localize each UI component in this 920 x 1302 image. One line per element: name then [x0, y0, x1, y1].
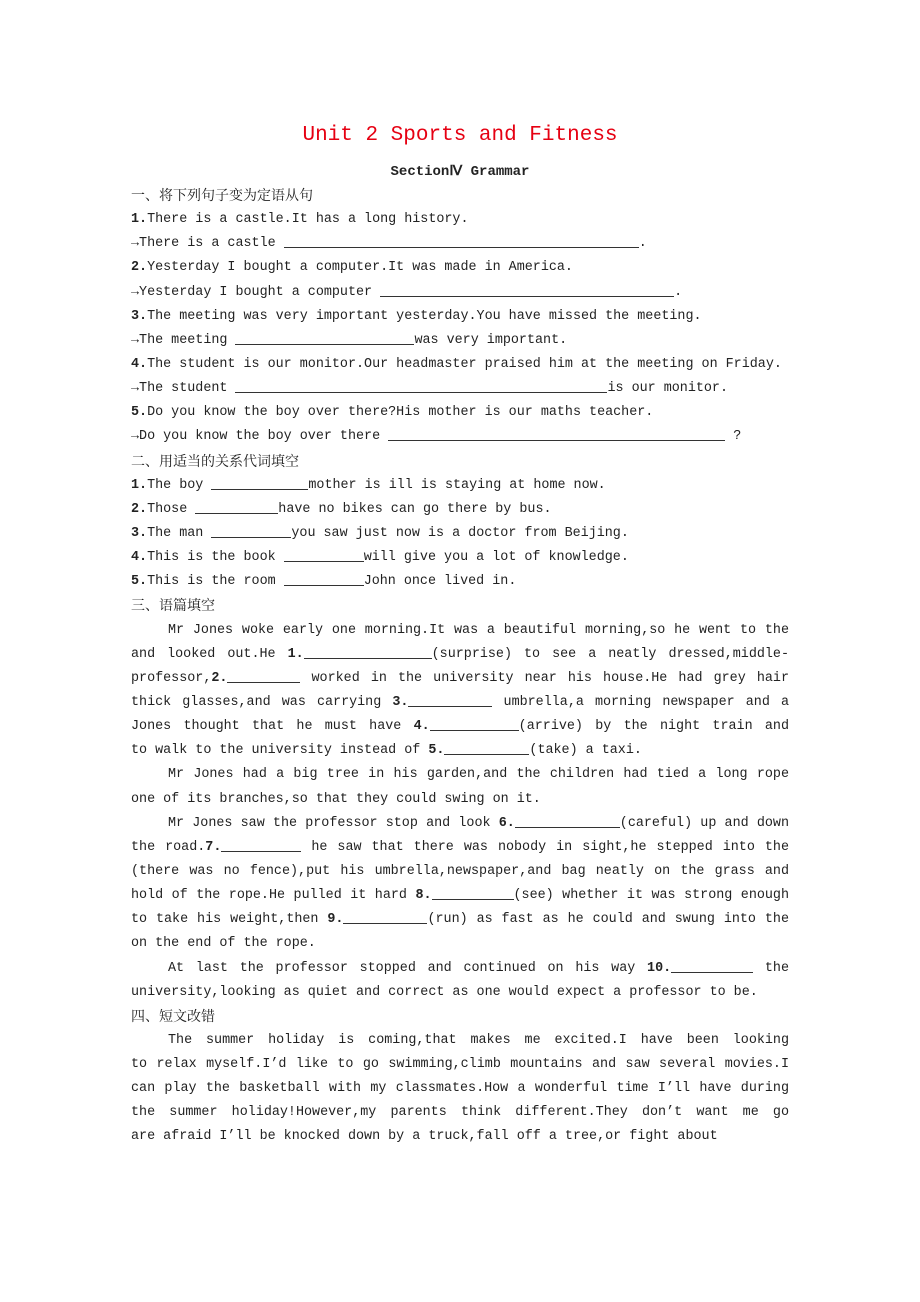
- section-heading: 四、短文改错: [131, 1008, 215, 1025]
- exercise-line: [131, 570, 789, 594]
- line-text: (see) whether it was strong enough: [513, 888, 789, 904]
- paragraph-line: [131, 763, 789, 787]
- line-text: Yesterday I bought a computer.It was made in America.: [147, 260, 573, 276]
- answer-blank[interactable]: [430, 716, 519, 731]
- exercise-line: [131, 401, 789, 425]
- answer-blank[interactable]: [284, 571, 364, 586]
- paragraph-line: [131, 860, 789, 884]
- answer-blank[interactable]: [235, 378, 607, 393]
- line-text: Do you know the boy over there?His mother is our maths teacher.: [147, 405, 654, 421]
- answer-blank[interactable]: [284, 547, 364, 562]
- line-text: professor,: [131, 670, 212, 686]
- exercise-line: [131, 546, 789, 570]
- line-text: The boy: [147, 477, 212, 493]
- line-text: on the end of the rope.: [131, 936, 316, 952]
- exercise-line: [131, 425, 789, 449]
- section-subtitle: SectionⅣ Grammar: [390, 164, 530, 180]
- answer-blank[interactable]: [408, 692, 492, 707]
- line-text: The meeting was very important yesterday.You have missed the meeting.: [147, 308, 702, 324]
- item-number: 3.: [131, 308, 148, 324]
- paragraph-line: [131, 1077, 789, 1101]
- item-number: 3.: [131, 525, 148, 541]
- line-text: →Yesterday I bought a computer: [131, 284, 381, 300]
- line-text: is our monitor.: [607, 381, 729, 397]
- line-text: was very important.: [414, 332, 568, 348]
- answer-blank[interactable]: [671, 958, 753, 973]
- line-text: (surprise) to see a neatly dressed,middle-: [431, 646, 789, 662]
- line-text: thick glasses,and was carrying: [131, 694, 393, 710]
- line-text: (run) as fast as he could and swung into the: [427, 912, 789, 928]
- exercise-line: [131, 256, 789, 280]
- line-text: you saw just now is a doctor from Beijing.: [291, 525, 629, 541]
- paragraph-line: [131, 715, 789, 739]
- answer-blank[interactable]: [227, 668, 300, 683]
- item-number: 4.: [413, 719, 430, 735]
- section-heading: 二、用适当的关系代词填空: [131, 453, 299, 470]
- item-number: 1.: [131, 477, 148, 493]
- line-text: hold of the rope.He pulled it hard: [131, 888, 416, 904]
- item-number: 9.: [327, 912, 344, 928]
- answer-blank[interactable]: [284, 233, 639, 248]
- line-text: This is the book: [147, 550, 284, 566]
- item-number: 1.: [287, 646, 304, 662]
- line-text: →The student: [131, 381, 236, 397]
- line-text: worked in the university near his house.He had grey hair: [311, 670, 789, 686]
- line-text: →The meeting: [131, 332, 236, 348]
- answer-blank[interactable]: [235, 330, 414, 345]
- paragraph-line: [131, 812, 789, 836]
- exercise-line: [131, 232, 789, 256]
- line-text: .: [674, 284, 683, 300]
- answer-blank[interactable]: [221, 837, 301, 852]
- section-heading: 一、将下列句子变为定语从句: [131, 188, 313, 204]
- line-text: (arrive) by the night train and: [518, 719, 789, 735]
- item-number: 4.: [131, 550, 148, 566]
- answer-blank[interactable]: [304, 644, 432, 659]
- line-text: (there was no fence),put his umbrella,newspaper,and bag neatly on the grass and: [131, 863, 789, 879]
- paragraph-line: [131, 1053, 789, 1077]
- item-number: 8.: [415, 888, 432, 904]
- answer-blank[interactable]: [444, 740, 529, 755]
- exercise-line: [131, 474, 789, 498]
- line-text: umbrella,a morning newspaper and a: [503, 694, 789, 710]
- item-number: 2.: [211, 670, 228, 686]
- paragraph-line: [131, 957, 789, 981]
- line-text: will give you a lot of knowledge.: [363, 550, 629, 566]
- line-text: →There is a castle: [131, 236, 284, 252]
- item-number: 5.: [428, 743, 445, 759]
- answer-blank[interactable]: [343, 909, 427, 924]
- exercise-line: [131, 208, 789, 232]
- line-text: ?: [725, 429, 742, 445]
- answer-blank[interactable]: [211, 475, 308, 490]
- item-number: 3.: [392, 694, 409, 710]
- line-text: .: [638, 236, 647, 252]
- answer-blank[interactable]: [380, 282, 674, 297]
- answer-blank[interactable]: [515, 813, 620, 828]
- line-text: can play the basketball with my classmates.How a wonderful time I’ll have during: [131, 1081, 789, 1097]
- line-text: (careful) up and down: [619, 815, 789, 831]
- paragraph-line: [131, 884, 789, 908]
- paragraph-line: [131, 836, 789, 860]
- answer-blank[interactable]: [432, 885, 514, 900]
- exercise-line: [131, 281, 789, 305]
- line-text: There is a castle.It has a long history.: [147, 212, 469, 228]
- line-text: This is the room: [147, 574, 284, 590]
- line-text: The man: [147, 525, 212, 541]
- answer-blank[interactable]: [388, 426, 725, 441]
- line-text: the summer holiday!However,my parents think different.They don’t want me go: [131, 1105, 789, 1121]
- line-text: Jones thought that he must have: [131, 719, 414, 735]
- item-number: 5.: [131, 405, 148, 421]
- line-text: Those: [147, 501, 196, 517]
- line-text: to take his weight,then: [131, 912, 328, 928]
- line-text: are afraid I’ll be knocked down by a truck,fall off a tree,or fight about: [131, 1129, 718, 1145]
- line-text: the: [753, 960, 789, 976]
- item-number: 2.: [131, 260, 148, 276]
- paragraph-line: [131, 1125, 789, 1149]
- item-number: 4.: [131, 356, 148, 372]
- exercise-line: [131, 353, 789, 377]
- item-number: 7.: [205, 839, 222, 855]
- item-number: 6.: [498, 815, 515, 831]
- worksheet-body: [131, 184, 789, 1150]
- answer-blank[interactable]: [195, 499, 278, 514]
- item-number: 2.: [131, 501, 148, 517]
- paragraph-line: [131, 667, 789, 691]
- line-text: one of its branches,so that they could swing on it.: [131, 791, 541, 807]
- exercise-line: [131, 329, 789, 353]
- line-text: Mr Jones saw the professor stop and look: [168, 815, 499, 831]
- line-text: have no bikes can go there by bus.: [278, 501, 552, 517]
- paragraph-line: [131, 1101, 789, 1125]
- item-number: 1.: [131, 212, 148, 228]
- paragraph-line: [131, 619, 789, 643]
- paragraph-line: [131, 691, 789, 715]
- paragraph-line: [131, 908, 789, 932]
- exercise-line: [131, 498, 789, 522]
- paragraph-line: [131, 788, 789, 812]
- answer-blank[interactable]: [211, 523, 291, 538]
- paragraph-line: [131, 739, 789, 763]
- line-text: (take) a taxi.: [529, 743, 642, 759]
- line-text: he saw that there was nobody in sight,he stepped into the: [311, 839, 789, 855]
- line-text: to relax myself.I’d like to go swimming,climb mountains and saw several movies.I: [131, 1057, 789, 1073]
- line-text: At last the professor stopped and continued on his way: [168, 960, 648, 976]
- paragraph-line: [131, 932, 789, 956]
- line-text: The student is our monitor.Our headmaster praised him at the meeting on Friday.: [147, 356, 782, 372]
- paragraph-line: [131, 981, 789, 1005]
- exercise-line: [131, 377, 789, 401]
- line-text: →Do you know the boy over there: [131, 429, 389, 445]
- line-text: and looked out.He: [131, 646, 288, 662]
- paragraph-line: [131, 643, 789, 667]
- line-text: the road.: [131, 839, 206, 855]
- line-text: Mr Jones woke early one morning.It was a beautiful morning,so he went to the: [168, 622, 789, 638]
- line-text: Mr Jones had a big tree in his garden,and the children had tied a long rope: [168, 767, 789, 783]
- line-text: to walk to the university instead of: [131, 743, 429, 759]
- line-text: John once lived in.: [363, 574, 517, 590]
- item-number: 10.: [647, 960, 672, 976]
- line-text: mother is ill is staying at home now.: [308, 477, 606, 493]
- paragraph-line: [131, 1029, 789, 1053]
- section-heading: 三、语篇填空: [131, 598, 215, 615]
- exercise-line: [131, 305, 789, 329]
- line-text: university,looking as quiet and correct as one would expect a professor to be.: [131, 984, 758, 1000]
- item-number: 5.: [131, 574, 148, 590]
- document-title: Unit 2 Sports and Fitness: [302, 124, 618, 147]
- exercise-line: [131, 522, 789, 546]
- line-text: The summer holiday is coming,that makes me excited.I have been looking: [168, 1032, 789, 1048]
